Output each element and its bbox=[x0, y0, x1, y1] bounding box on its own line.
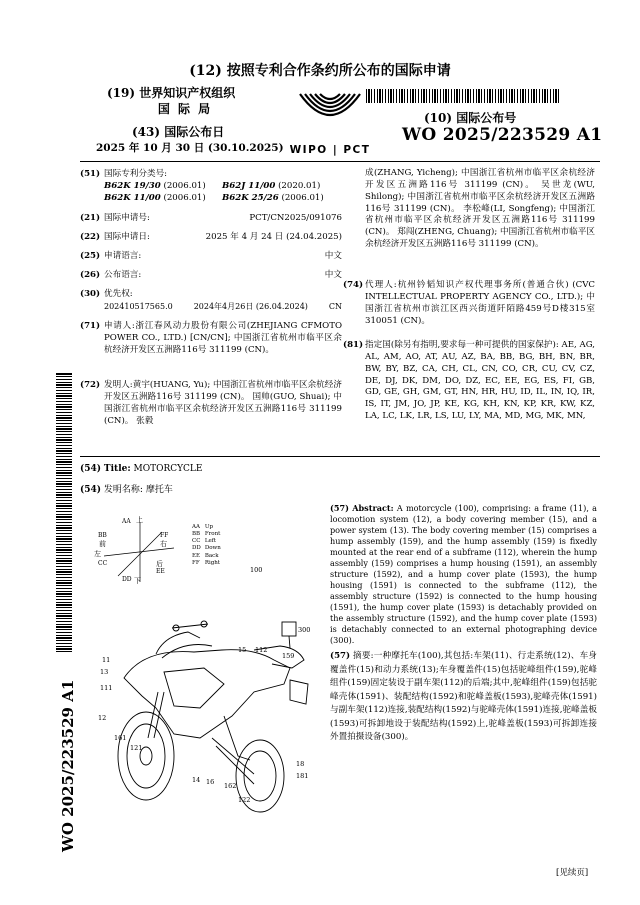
field-22-filing-date: (22) 国际申请日: 2025 年 4 月 24 日 (24.04.2025) bbox=[80, 232, 342, 242]
wipo-org-line1: (19) 世界知识产权组织 bbox=[107, 86, 236, 100]
field-74-agent: (74) 代理人:杭州钤韬知识产权代理事务所(普通合伙) (CVC INTELLECTUAL PROPERTY AGENCY CO., LTD.); 中国浙江省杭州市滨江区西兴街道阡陌路459号D楼315室 310051 (CN)。 bbox=[343, 280, 595, 326]
wipo-emblem-icon bbox=[286, 86, 374, 138]
title-zh: (54) 发明名称: 摩托车 bbox=[80, 485, 173, 495]
field-25-filing-language: (25) 申请语言: 中文 bbox=[80, 251, 342, 261]
motorcycle-drawing-icon bbox=[104, 588, 324, 828]
header-divider bbox=[80, 161, 600, 162]
orientation-axes-icon bbox=[90, 510, 200, 600]
field-71-applicant: (71) 申请人:浙江春风动力股份有限公司(ZHEJIANG CFMOTO POWER CO., LTD.) [CN/CN]; 中国浙江省杭州市临平区余杭经济开发区五洲路116号 311199 (CN)。 bbox=[80, 321, 342, 355]
side-barcode bbox=[56, 372, 72, 652]
motorcycle-figure: AA 上 BB 前 FF 右 左 CC 后 EE DD 下 AA Up BB Front CC Left DD Down EE Back FF Right 100 300 15 112 159 11 13 111 12 161 121 14 16 162 122 18 181 bbox=[90, 506, 330, 836]
side-pub-number: WO 2025/223529 A1 bbox=[59, 679, 77, 852]
field-30-priority: (30) 优先权: 202410517565.0 2024年4月26日 (26.04.2024) CN bbox=[80, 289, 342, 311]
title-en: (54) Title: MOTORCYCLE bbox=[80, 464, 203, 474]
pub-no-label: (10) 国际公布号 bbox=[424, 111, 517, 125]
field-72-inventors: (72) 发明人:黄宇(HUANG, Yu); 中国浙江省杭州市临平区余杭经济开发区五洲路116号 311199 (CN)。 国帅(GUO, Shuai); 中国浙江省杭州市临平区余杭经济开发区五洲路116号 311199 (CN)。 张毅 bbox=[80, 380, 342, 426]
wipo-logo bbox=[286, 86, 374, 156]
pub-number: WO 2025/223529 A1 bbox=[402, 125, 603, 145]
pub-date-label: (43) 国际公布日 bbox=[132, 125, 225, 139]
abstract-en: (57) Abstract: A motorcycle (100), comprising: a frame (11), a locomotion system (12), a body covering member (15), and a power system (13). The body covering member (15) comprises a hump assembly (159), and the hump assembly (159) is fixedly mounted at the rear end of a subframe (112), wherein the hump assembly (159) comprises a hump housing (1591), an assembly structure (1592), and a hump cover plate (1593), the hump housing (1591) is connected to the subframe (112), the assembly structure (1592) is connected to the hump housing (1591), the hump cover plate (1593) is detachably provided on the assembly structure (1592), and the hump cover plate (1593) is detachably connected to an external photographing device (300). bbox=[330, 503, 598, 645]
field-81-designated-states: (81) 指定国(除另有指明,要求每一种可提供的国家保护): AE, AG, AL, AM, AO, AT, AU, AZ, BA, BB, BG, BH, BN, BR, BW, BY, BZ, CA, CH, CL, CN, CO, CR, CU, CV, CZ, DE, DJ, DK, DM, DO, DZ, EC, EE, EG, ES, FI, GB, GD, GE, GH, GM, GT, HN, HR, HU, ID, IL, IN, IQ, IR, IS, IT, JM, JO, JP, KE, KG, KH, KN, KP, KR, KW, KZ, LA, LC, LK, LR, LS, LU, LY, MA, MD, MG, MK, MN, bbox=[343, 340, 595, 422]
pub-date: 2025 年 10 月 30 日 (30.10.2025) bbox=[96, 142, 284, 154]
wipo-org-line2: 国 际 局 bbox=[157, 102, 213, 116]
field-51-classification: (51) 国际专利分类号: B62K 19/30 (2006.01) B62J 11/00 (2020.01) B62K 11/00 (2006.01) B62K 25/26 (2006.01) bbox=[80, 169, 324, 203]
field-26-publication-language: (26) 公布语言: 中文 bbox=[80, 270, 342, 280]
field-21-application-number: (21) 国际申请号: PCT/CN2025/091076 bbox=[80, 213, 342, 223]
document-title: (12) 按照专利合作条约所公布的国际申请 bbox=[189, 63, 451, 79]
wipo-pct-text: WIPO | PCT bbox=[289, 143, 371, 156]
body-divider bbox=[80, 456, 600, 457]
continued-note: [见续页] bbox=[556, 868, 589, 878]
field-72-inventors-continued: 成(ZHANG, Yicheng); 中国浙江省杭州市临平区余杭经济开发区五洲路116号 311199 (CN)。 吴世龙(WU, Shilong); 中国浙江省杭州市临平区余杭经济开发区五洲路116号 311199 (CN)。 李松峰(LI, Songfeng); 中国浙江省杭州市临平区余杭经济开发区五洲路116号 311199 (CN)。 郑闯(ZHENG, Chuang); 中国浙江省杭州市临平区余杭经济开发区五洲路116号 311199 (CN)。 bbox=[365, 168, 595, 250]
abstract-zh: (57) 摘要:一种摩托车(100),其包括:车架(11)、行走系统(12)、车身覆盖件(15)和动力系统(13);车身覆盖件(15)包括驼峰组件(159),驼峰组件(159)固定装设于副车架(112)的后端;其中,驼峰组件(159)包括驼峰壳体(1591)、装配结构(1592)和驼峰盖板(1593),驼峰壳体(1591)与副车架(112)连接,装配结构(1592)与驼峰壳体(1591)连接,驼峰盖板(1593)可拆卸地设于装配结构(1592)上,驼峰盖板(1593)可拆卸连接外置拍摄设备(300)。 bbox=[330, 651, 597, 743]
top-barcode bbox=[366, 89, 559, 103]
figure-legend: AA Up BB Front CC Left DD Down EE Back FF Right bbox=[192, 524, 221, 566]
